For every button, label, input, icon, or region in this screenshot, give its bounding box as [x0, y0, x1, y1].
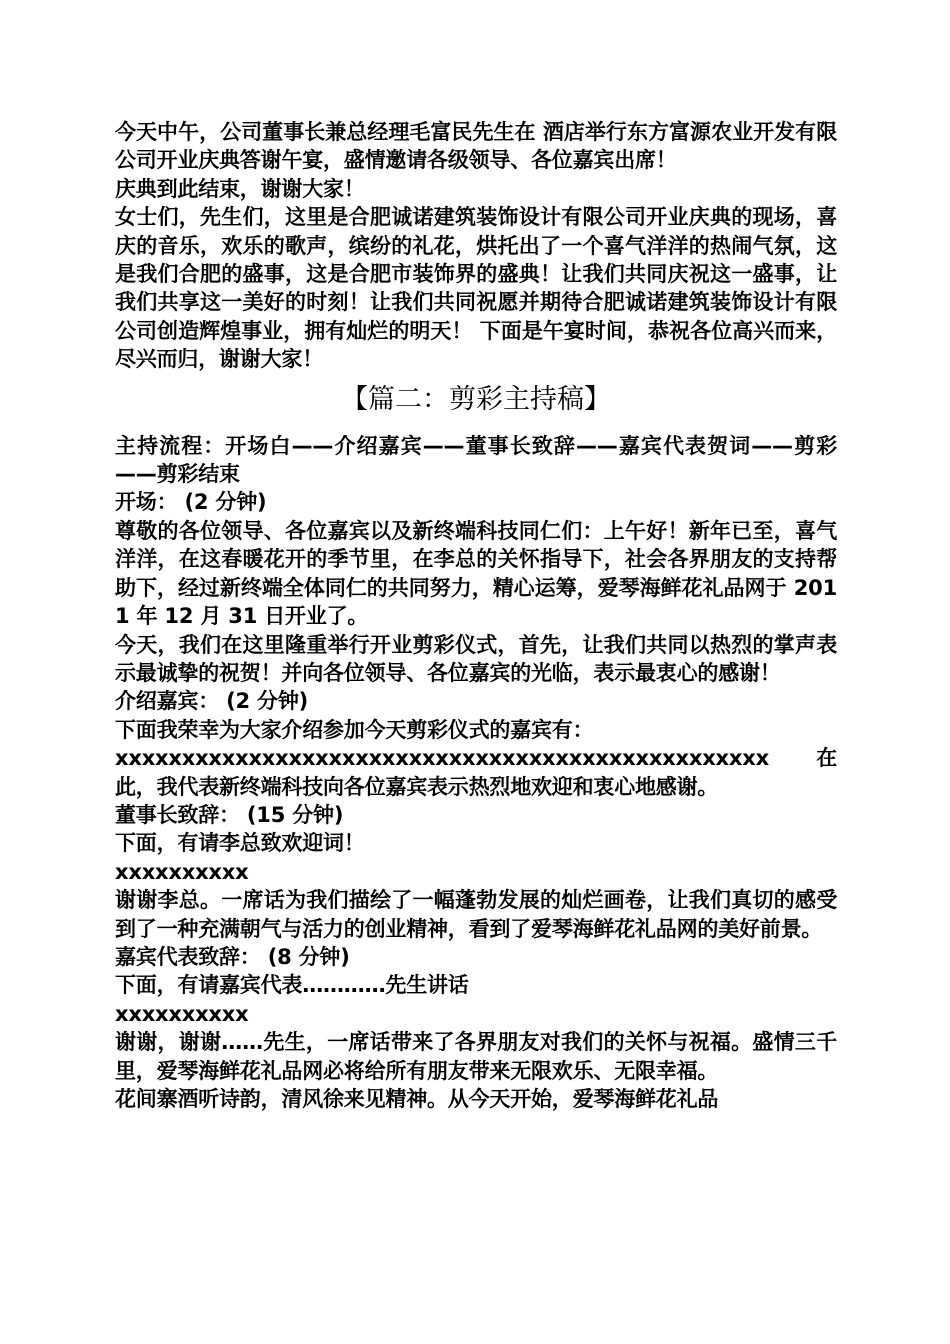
paragraph-thanks-guest: 谢谢，谢谢……先生，一席话带来了各界朋友对我们的关怀与祝福。盛情三千里，爱琴海鲜花礼品网必将给所有朋友带来无限欢乐、无限幸福。: [115, 1030, 837, 1083]
paragraph-chairman-invite: 下面，有请李总致欢迎词！: [115, 831, 365, 856]
paragraph-poem: 花间寨酒听诗韵，清风徐来见精神。从今天开始，爱琴海鲜花礼品: [115, 1087, 719, 1111]
paragraph-guest-list: xxxxxxxxxxxxxxxxxxxxxxxxxxxxxxxxxxxxxxxxxxxxxxxxx 在此，我代表新终端科技向各位嘉宾表示热烈地欢迎和衷心地感谢。: [115, 746, 837, 799]
paragraph-placeholder-2: xxxxxxxxxx: [115, 1001, 249, 1026]
paragraph-thanks-li: 谢谢李总。一席话为我们描绘了一幅蓬勃发展的灿烂画卷，让我们真切的感受到了一种充满朝气与活力的创业精神，看到了爱琴海鲜花礼品网的美好前景。: [115, 888, 837, 941]
paragraph-opening-remarks: 女士们，先生们，这里是合肥诚诺建筑装饰设计有限公司开业庆典的现场，喜庆的音乐，欢乐的歌声，缤纷的礼花，烘托出了一个喜气洋洋的热闹气氛，这是我们合肥的盛事，这是合肥市装饰界的盛典！让我们共同庆祝这一盛事，让我们共享这一美好的时刻！让我们共同祝愿并期待合肥诚诺建筑装饰设计有限公司创造辉煌事业，拥有灿烂的明天！ 下面是午宴时间，恭祝各位高兴而来，尽兴而归，谢谢大家！: [115, 205, 837, 372]
paragraph-guest-rep-invite: 下面，有请嘉宾代表…………先生讲话: [115, 973, 469, 998]
paragraph-guest-intro: 下面我荣幸为大家介绍参加今天剪彩仪式的嘉宾有：: [115, 717, 594, 742]
paragraph-chairman-label: 董事长致辞： (15 分钟): [115, 802, 344, 827]
paragraph-ceremony-end: 庆典到此结束，谢谢大家！: [115, 176, 365, 201]
paragraph-greeting: 尊敬的各位领导、各位嘉宾以及新终端科技同仁们：上午好！新年已至，喜气洋洋，在这春暖花开的季节里，在李总的关怀指导下，社会各界朋友的支持帮助下，经过新终端全体同仁的共同努力，精心运筹，爱琴海鲜花礼品网于 2011 年 12 月 31 日开业了。: [115, 518, 837, 629]
paragraph-guest-intro-label: 介绍嘉宾： (2 分钟): [115, 689, 309, 714]
paragraph-host-flow: 主持流程：开场白——介绍嘉宾——董事长致辞——嘉宾代表贺词——剪彩——剪彩结束: [115, 433, 837, 487]
paragraph-opening-label: 开场： (2 分钟): [115, 490, 267, 515]
paragraph-banquet-invitation: 今天中午，公司董事长兼总经理毛富民先生在 酒店举行东方富源农业开发有限公司开业庆典答谢午宴，盛情邀请各级领导、各位嘉宾出席！: [115, 120, 837, 173]
section-heading: 【篇二：剪彩主持稿】: [341, 383, 611, 415]
document-page: [115, 118, 837, 1113]
paragraph-today: 今天，我们在这里隆重举行开业剪彩仪式，首先，让我们共同以热烈的掌声表示最诚挚的祝贺！并向各位领导、各位嘉宾的光临，表示最衷心的感谢！: [115, 632, 837, 685]
paragraph-placeholder-1: xxxxxxxxxx: [115, 859, 249, 884]
paragraph-guest-rep-label: 嘉宾代表致辞： (8 分钟): [115, 944, 350, 969]
